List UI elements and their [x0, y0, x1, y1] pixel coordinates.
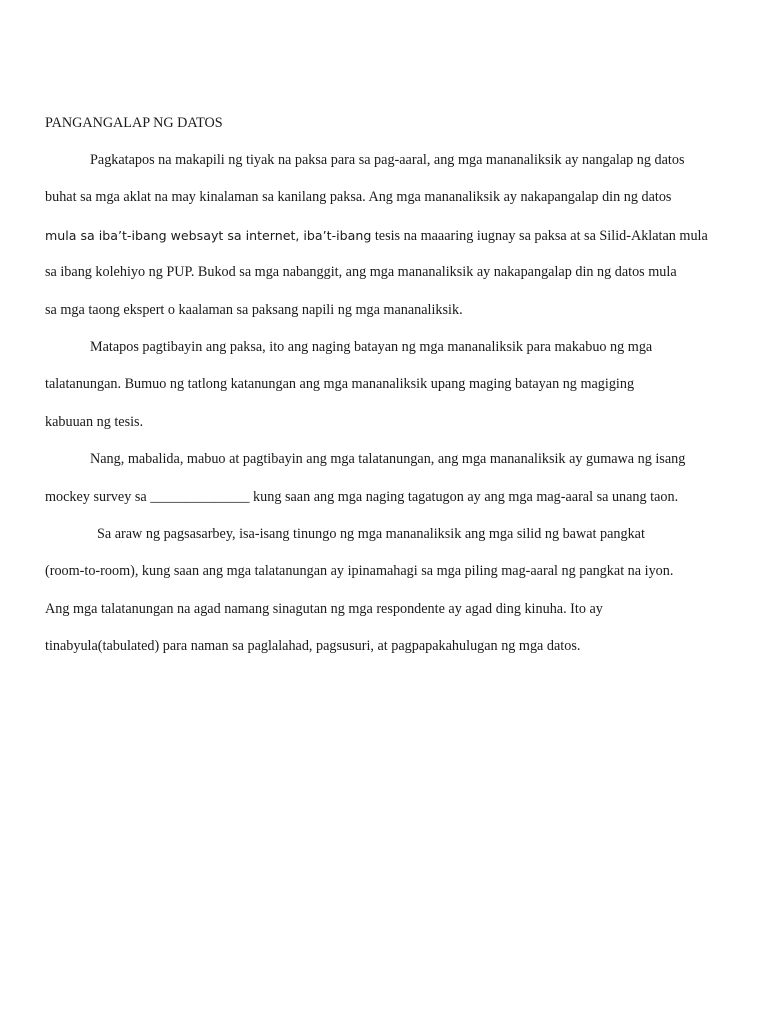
paragraph-fragment-sans: mula sa iba’t-ibang websayt sa internet, iba’t-ibang	[45, 227, 372, 243]
paragraph-line: Nang, mabalida, mabuo at pagtibayin ang mga talatanungan, ang mga mananaliksik ay gumawa ng isang	[90, 451, 686, 468]
paragraph-line: talatanungan. Bumuo ng tatlong katanungan ang mga mananaliksik upang maging batayan ng magiging	[45, 376, 635, 393]
paragraph-line: (room-to-room), kung saan ang mga talatanungan ay ipinamahagi sa mga piling mag-aaral ng pangkat na iyon.	[45, 563, 674, 580]
paragraph-line: Sa araw ng pagsasarbey, isa-isang tinungo ng mga mananaliksik ang mga silid ng bawat pangkat	[97, 525, 645, 542]
paragraph-line-mixed	[45, 217, 735, 254]
paragraph-fragment: tesis na maaaring iugnay sa paksa at sa Silid-Aklatan mula	[371, 227, 708, 244]
paragraph-1	[45, 142, 735, 329]
paragraph-line: sa mga taong ekspert o kaalaman sa paksang napili ng mga mananaliksik.	[45, 301, 463, 318]
paragraph-line: kabuuan ng tesis.	[45, 413, 144, 430]
paragraph-line: mockey survey sa ______________ kung saan ang mga naging tagatugon ay ang mga mag-aaral sa unang taon.	[45, 488, 679, 505]
document-body	[45, 142, 735, 665]
paragraph-2	[45, 329, 735, 441]
paragraph-line: Ang mga talatanungan na agad namang sinagutan ng mga respondente ay agad ding kinuha. Ito ay	[45, 600, 603, 617]
paragraph-line: Matapos pagtibayin ang paksa, ito ang naging batayan ng mga mananaliksik para makabuo ng mga	[90, 338, 653, 355]
paragraph-line: sa ibang kolehiyo ng PUP. Bukod sa mga nabanggit, ang mga mananaliksik ay nakapangalap din ng datos mula	[45, 264, 677, 281]
paragraph-line: buhat sa mga aklat na may kinalaman sa kanilang paksa. Ang mga mananaliksik ay nakapangalap din ng datos	[45, 189, 672, 206]
paragraph-3	[45, 441, 735, 516]
paragraph-line: Pagkatapos na makapili ng tiyak na paksa para sa pag-aaral, ang mga mananaliksik ay nangalap ng datos	[90, 152, 685, 168]
paragraph-4	[45, 516, 735, 666]
section-heading: PANGANGALAP NG DATOS	[45, 115, 223, 131]
paragraph-line: tinabyula(tabulated) para naman sa paglalahad, pagsusuri, at pagpapakahulugan ng mga datos.	[45, 638, 581, 655]
